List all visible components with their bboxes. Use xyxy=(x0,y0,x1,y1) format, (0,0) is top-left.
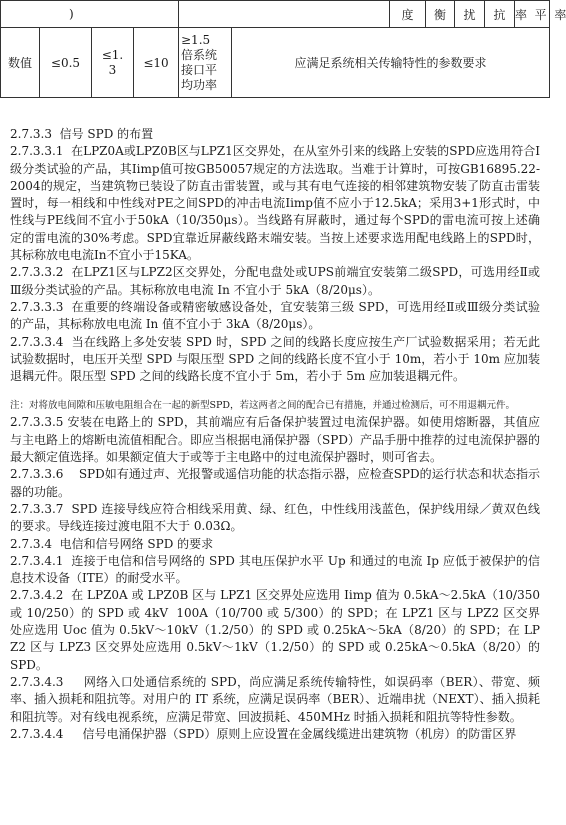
value-line: ≤1. xyxy=(101,47,124,62)
header-cell: 度 xyxy=(390,1,426,28)
value-cell xyxy=(179,28,232,98)
table-header-row xyxy=(1,1,550,28)
value-line: ≥1.5 xyxy=(181,32,211,47)
header-cell: 衡 xyxy=(426,1,455,28)
value-cell-requirement: 应满足系统相关传输特性的参数要求 xyxy=(232,28,550,98)
header-cell: ) xyxy=(1,1,179,28)
body-paragraph: 2.7.3.3.6 SPD如有通过声、光报警或遥信功能的状态指示器，应检查SPD的运行状态和状态指示器的功能。 xyxy=(10,467,540,499)
table-value-row xyxy=(1,28,550,98)
body-paragraph: 2.7.3.3.5 安装在电路上的 SPD，其前端应有后备保护装置过电流保护器。如使用熔断器，其值应与主电路上的熔断电流值相配合。即应当根据电涌保护器（SPD）产品手册中推荐的过电流保护器的最大额定值选择。如果额定值大于或等于主电路中的过电流保护器时，则可省去。 xyxy=(10,415,540,465)
header-cell xyxy=(515,1,566,28)
value-line: 倍系统 xyxy=(181,47,218,62)
header-cell: 扰 xyxy=(455,1,485,28)
value-cell xyxy=(92,28,134,98)
header-cell-text: 平 xyxy=(534,7,547,22)
value-cell: ≤10 xyxy=(134,28,179,98)
section-spacer xyxy=(10,385,540,397)
header-cell: 抗 xyxy=(485,1,515,28)
value-line: 均功率 xyxy=(181,77,218,92)
body-paragraph: 2.7.3.4.1 连接于电信和信号网络的 SPD 其电压保护水平 Up 和通过的电流 Ip 应低于被保护的信息技术设备（ITE）的耐受水平。 xyxy=(10,553,540,586)
row-label: 数值 xyxy=(1,28,40,98)
body-paragraph: 2.7.3.3.4 当在线路上多处安装 SPD 时，SPD 之间的线路长度应按生产厂试验数据采用；若无此试验数据时，电压开关型 SPD 与限压型 SPD 之间的线路长度不宜小于 10m，若小于 10m 应加装退耦元件。限压型 SPD 之间的线路长度不宜小于 5m，若小于 5m 应加装退耦元件。 xyxy=(10,334,540,384)
body-paragraph: 2.7.3.4.2 在 LPZ0A 或 LPZ0B 区与 LPZ1 区交界处应选用 Iimp 值为 0.5kA～2.5kA（10/350 或 10/250）的 SPD 或 4kV 100A（10/700 或 5/300）的 SPD；在 LPZ1 区与 LPZ2 区交界处应选用 Uoc 值为 0.5kV～10kV（1.2/50）的 SPD 或 0.25kA～5kA（8/20）的 SPD；在 LPZ2 区与 LPZ3 区交界处应选用 0.5kV～1kV（1.2/50）的 SPD 或 0.25kA～0.5kA（8/20）的 SPD。 xyxy=(10,588,544,672)
body-paragraph: 2.7.3.4 电信和信号网络 SPD 的要求 xyxy=(10,536,214,551)
body-paragraph: 2.7.3.4.3 网络入口处通信系统的 SPD，尚应满足系统传输特性，如误码率（BER）、带宽、频率、插入损耗和阻抗等。对用户的 IT 系统，应满足误码率（BER）、近端串扰（NEXT）、插入损耗和阻抗等。对有线电视系统，应满足带宽、回波损耗、450MHz 时插入损耗和阻抗等特性参数。 xyxy=(10,674,540,724)
parameter-table xyxy=(0,0,566,98)
header-cell-text: 率 xyxy=(554,7,566,22)
value-line: 接口平 xyxy=(181,62,218,77)
body-paragraph: 2.7.3.3 信号 SPD 的布置 xyxy=(10,127,154,141)
document-body xyxy=(10,126,544,743)
body-paragraph: 2.7.3.3.1 在LPZ0A或LPZ0B区与LPZ1区交界处，在从室外引来的线路上安装的SPD应选用符合Ⅰ级分类试验的产品，其Iimp值可按GB50057规定的方法选取。当难于计算时，可按GB16895.22-2004的规定，当建筑物已装设了防直击雷装置，或与其有电气连接的相邻建筑物安装了防直击雷装置时，每一相线和中性线对PE之间SPD的冲击电流Iimp值不应小于12.5kA；采用3+1形式时，中性线与PE线间不宜小于50kA（10/350μs）。当线路有屏蔽时，通过每个SPD的雷电流可按上述确定的雷电流的30%考虑。SPD宜靠近屏蔽线路末端安装。当按上述要求选用配电线路上的SPD时，其标称放电电流In不宜小于15KA。 xyxy=(10,144,540,263)
header-cell xyxy=(179,1,390,28)
body-paragraph: 2.7.3.4.4 信号电涌保护器（SPD）原则上应设置在金属线缆进出建筑物（机房）的防雷区界 xyxy=(10,726,517,741)
value-cell: ≤0.5 xyxy=(40,28,92,98)
body-paragraph: 2.7.3.3.2 在LPZ1区与LPZ2区交界处，分配电盘处或UPS前端宜安装第二级SPD，可选用经Ⅱ或Ⅲ级分类试验的产品。其标称放电电流 In 不宜小于 5kA（8/20μs）。 xyxy=(10,265,540,297)
header-cell-text: 率 xyxy=(515,7,528,22)
body-paragraph: 2.7.3.3.7 SPD 连接导线应符合相线采用黄、绿、红色，中性线用浅蓝色，保护线用绿／黄双色线的要求。导线连接过渡电阻不大于 0.03Ω。 xyxy=(10,501,540,534)
body-paragraph: 2.7.3.3.3 在重要的终端设备或精密敏感设备处，宜安装第三级 SPD，可选用经Ⅱ或Ⅲ级分类试验的产品，其标称放电电流 In 值不宜小于 3kA（8/20μs）。 xyxy=(10,299,540,332)
value-line: 3 xyxy=(108,62,117,77)
note-paragraph: 注：对将放电间隙和压敏电阻组合在一起的新型SPD，若这两者之间的配合已有措施，并通过检测后，可不用退耦元件。 xyxy=(10,400,516,412)
